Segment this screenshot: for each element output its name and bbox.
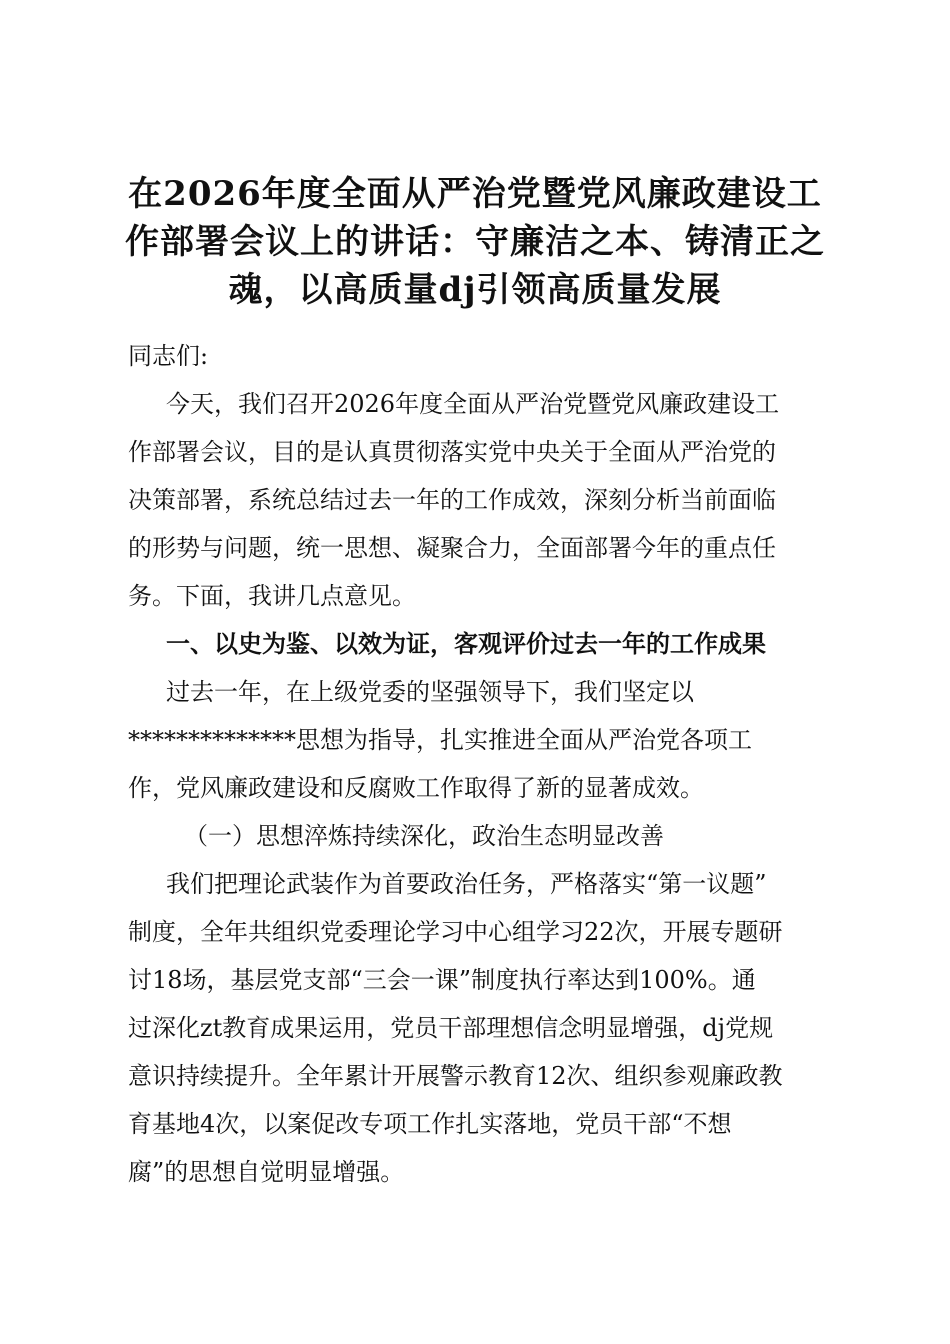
section-1-paragraph [128,668,828,812]
subsection-1-line-3: 讨18场，基层党支部“三会一课”制度执行率达到100%。通 [128,966,756,994]
subsection-1-line-1: 我们把理论武装作为首要政治任务，严格落实“第一议题” [166,870,767,898]
section-1-line-1: 过去一年，在上级党委的坚强领导下，我们坚定以 [166,678,694,706]
document-body [128,332,828,1196]
title-line-2: 作部署会议上的讲话：守廉洁之本、铸清正之 [125,222,825,262]
salutation: 同志们: [128,342,209,370]
section-1-heading: 一、以史为鉴、以效为证，客观评价过去一年的工作成果 [166,629,766,658]
subsection-1-line-6: 育基地4次，以案促改专项工作扎实落地，党员干部“不想 [128,1110,732,1138]
title-line-3: 魂，以高质量dj引领高质量发展 [228,270,722,310]
section-1-line-2: **************思想为指导，扎实推进全面从严治党各项工 [128,726,752,754]
intro-paragraph [128,380,828,620]
subsection-1-line-7: 腐”的思想自觉明显增强。 [128,1158,405,1186]
intro-line-4: 的形势与问题，统一思想、凝聚合力，全面部署今年的重点任 [128,534,776,562]
intro-line-2: 作部署会议，目的是认真贯彻落实党中央关于全面从严治党的 [128,438,776,466]
document-title [110,170,840,314]
intro-line-1: 今天，我们召开2026年度全面从严治党暨党风廉政建设工 [166,390,780,418]
section-1-line-3: 作，党风廉政建设和反腐败工作取得了新的显著成效。 [128,774,704,802]
intro-line-5: 务。下面，我讲几点意见。 [128,582,416,610]
subsection-1-heading: （一）思想淬炼持续深化，政治生态明显改善 [184,822,664,850]
subsection-1-paragraph [128,860,828,1196]
subsection-1-line-4: 过深化zt教育成果运用，党员干部理想信念明显增强，dj党规 [128,1014,774,1042]
title-line-1: 在2026年度全面从严治党暨党风廉政建设工 [128,174,822,214]
subsection-1-line-2: 制度，全年共组织党委理论学习中心组学习22次，开展专题研 [128,918,783,946]
intro-line-3: 决策部署，系统总结过去一年的工作成效，深刻分析当前面临 [128,486,776,514]
subsection-1-line-5: 意识持续提升。全年累计开展警示教育12次、组织参观廉政教 [128,1062,783,1090]
